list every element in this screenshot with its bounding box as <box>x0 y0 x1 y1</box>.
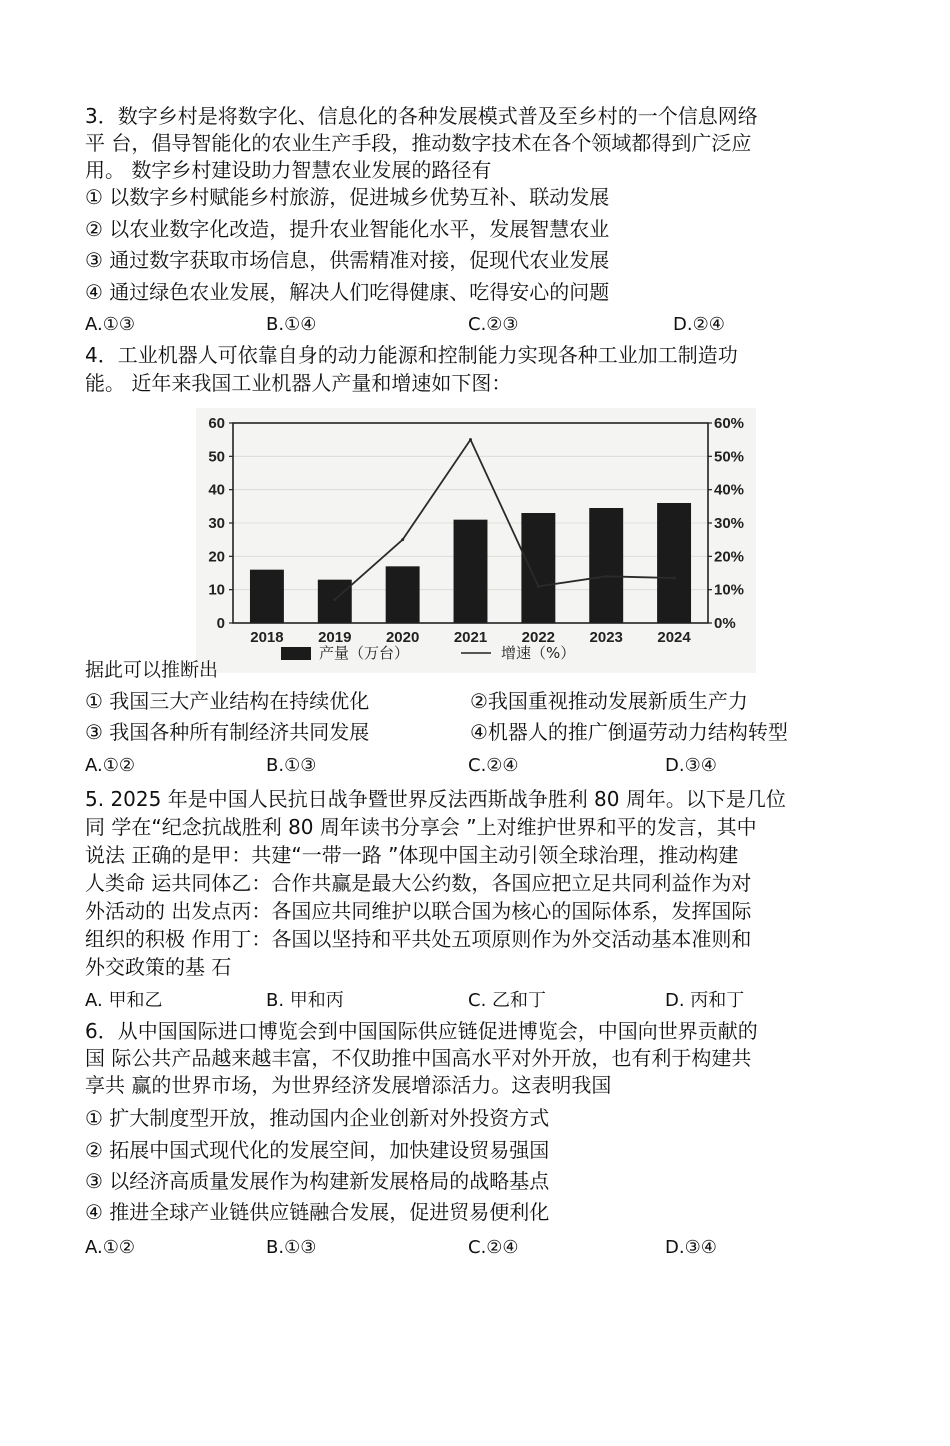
left-tick-label: 0 <box>216 615 225 632</box>
q3-option-b[interactable]: B.①④ <box>266 314 317 335</box>
bar-2020 <box>386 566 420 623</box>
q3-item-4: ④ 通过绿色农业发展，解决人们吃得健康、吃得安心的问题 <box>85 280 610 304</box>
bar-2018 <box>250 570 284 623</box>
category-label: 2021 <box>453 629 488 646</box>
q4-item-4: ④机器人的推广倒逼劳动力结构转型 <box>470 720 788 744</box>
left-tick-label: 60 <box>208 415 225 432</box>
q5-stem-line-3: 说法 正确的是甲：共建“一带一路 ”体现中国主动引领全球治理，推动构建 <box>85 843 739 867</box>
q3-item-3: ③ 通过数字获取市场信息，供需精准对接，促现代农业发展 <box>85 248 610 272</box>
growth-point <box>401 538 404 541</box>
q3-option-a[interactable]: A.①③ <box>85 314 135 335</box>
bar-2024 <box>657 503 691 623</box>
growth-point <box>469 438 472 441</box>
q4-stem-line-2: 能。 近年来我国工业机器人产量和增速如下图： <box>85 371 512 395</box>
q5-stem-line-2: 同 学在“纪念抗战胜利 80 周年读书分享会 ”上对维护世界和平的发言，其中 <box>85 815 757 839</box>
q5-stem-line-6: 组织的积极 作用丁：各国以坚持和平共处五项原则作为外交活动基本准则和 <box>85 927 752 951</box>
right-tick-label: 30% <box>714 515 745 532</box>
q6-option-a[interactable]: A.①② <box>85 1237 135 1258</box>
left-tick-label: 10 <box>208 581 225 599</box>
q3-stem-line-3: 用。 数字乡村建设助力智慧农业发展的路径有 <box>85 158 492 182</box>
q5-stem-line-1: 5. 2025 年是中国人民抗日战争暨世界反法西斯战争胜利 80 周年。以下是几位 <box>85 787 786 811</box>
q6-option-d[interactable]: D.③④ <box>665 1237 717 1258</box>
q5-option-c[interactable]: C. 乙和丁 <box>468 990 547 1011</box>
q6-item-4: ④ 推进全球产业链供应链融合发展，促进贸易便利化 <box>85 1200 550 1224</box>
q3-option-d[interactable]: D.②④ <box>673 314 725 335</box>
q4-option-b[interactable]: B.①③ <box>266 755 317 776</box>
left-tick-label: 30 <box>208 515 225 532</box>
left-tick-label: 20 <box>208 548 225 566</box>
q4-stem-line-1: 4．工业机器人可依靠自身的动力能源和控制能力实现各种工业加工制造功 <box>85 343 738 367</box>
q5-option-b[interactable]: B. 甲和丙 <box>266 990 344 1011</box>
category-label: 2019 <box>318 629 352 646</box>
q3-stem-line-1: 3．数字乡村是将数字化、信息化的各种发展模式普及至乡村的一个信息网络 <box>85 104 758 128</box>
legend-line-label: 增速（%） <box>501 644 576 662</box>
q4-option-d[interactable]: D.③④ <box>665 755 717 776</box>
q3-item-2: ② 以农业数字化改造，提升农业智能化水平，发展智慧农业 <box>85 217 610 241</box>
right-tick-label: 40% <box>714 481 745 499</box>
category-label: 2023 <box>589 629 623 646</box>
q5-option-a[interactable]: A. 甲和乙 <box>85 990 163 1011</box>
growth-point <box>673 577 676 580</box>
right-tick-label: 0% <box>714 615 736 632</box>
q6-stem-line-2: 国 际公共产品越来越丰富，不仅助推中国高水平对外开放，也有利于构建共 <box>85 1046 752 1070</box>
q4-after-chart: 据此可以推断出 <box>85 659 219 681</box>
legend-bar-label: 产量（万台） <box>319 644 410 662</box>
q5-stem-line-7: 外交政策的基 石 <box>85 955 232 979</box>
robot-chart <box>196 408 756 673</box>
q3-option-c[interactable]: C.②③ <box>468 314 519 335</box>
q6-stem-line-1: 6．从中国国际进口博览会到中国国际供应链促进博览会，中国向世界贡献的 <box>85 1019 758 1043</box>
q4-item-1: ① 我国三大产业结构在持续优化 <box>85 689 370 713</box>
right-tick-label: 20% <box>714 548 745 566</box>
robot-chart-svg <box>196 408 756 673</box>
q4-option-c[interactable]: C.②④ <box>468 755 519 776</box>
growth-point <box>605 575 608 578</box>
q3-stem-line-2: 平 台，倡导智能化的农业生产手段，推动数字技术在各个领域都得到广泛应 <box>85 131 752 155</box>
bar-2021 <box>454 520 488 623</box>
q6-option-c[interactable]: C.②④ <box>468 1237 519 1258</box>
q6-item-2: ② 拓展中国式现代化的发展空间，加快建设贸易强国 <box>85 1138 550 1162</box>
q6-stem-line-3: 享共 赢的世界市场，为世界经济发展增添活力。这表明我国 <box>85 1073 612 1097</box>
q3-item-1: ① 以数字乡村赋能乡村旅游，促进城乡优势互补、联动发展 <box>85 185 610 209</box>
bar-2022 <box>521 513 555 623</box>
category-label: 2018 <box>250 629 284 646</box>
q4-item-2: ②我国重视推动发展新质生产力 <box>470 689 748 713</box>
bar-2023 <box>589 508 623 623</box>
left-tick-label: 40 <box>208 481 225 499</box>
right-tick-label: 60% <box>714 415 745 432</box>
legend-bar-swatch <box>281 647 311 660</box>
q5-option-d[interactable]: D. 丙和丁 <box>665 990 745 1011</box>
q5-stem-line-5: 外活动的 出发点丙：各国应共同维护以联合国为核心的国际体系，发挥国际 <box>85 899 752 923</box>
growth-point <box>537 585 540 588</box>
right-tick-label: 50% <box>714 448 745 466</box>
q5-stem-line-4: 人类命 运共同体乙：合作共赢是最大公约数，各国应把立足共同利益作为对 <box>85 871 752 895</box>
right-tick-label: 10% <box>714 581 745 599</box>
category-label: 2024 <box>657 629 691 646</box>
q6-item-3: ③ 以经济高质量发展作为构建新发展格局的战略基点 <box>85 1169 550 1193</box>
category-label: 2022 <box>521 629 556 646</box>
q4-option-a[interactable]: A.①② <box>85 755 135 776</box>
growth-point <box>333 598 336 601</box>
q6-item-1: ① 扩大制度型开放，推动国内企业创新对外投资方式 <box>85 1106 550 1130</box>
category-label: 2020 <box>385 629 420 646</box>
q6-option-b[interactable]: B.①③ <box>266 1237 317 1258</box>
left-tick-label: 50 <box>208 448 225 466</box>
bar-2019 <box>318 580 352 623</box>
q4-item-3: ③ 我国各种所有制经济共同发展 <box>85 720 370 744</box>
